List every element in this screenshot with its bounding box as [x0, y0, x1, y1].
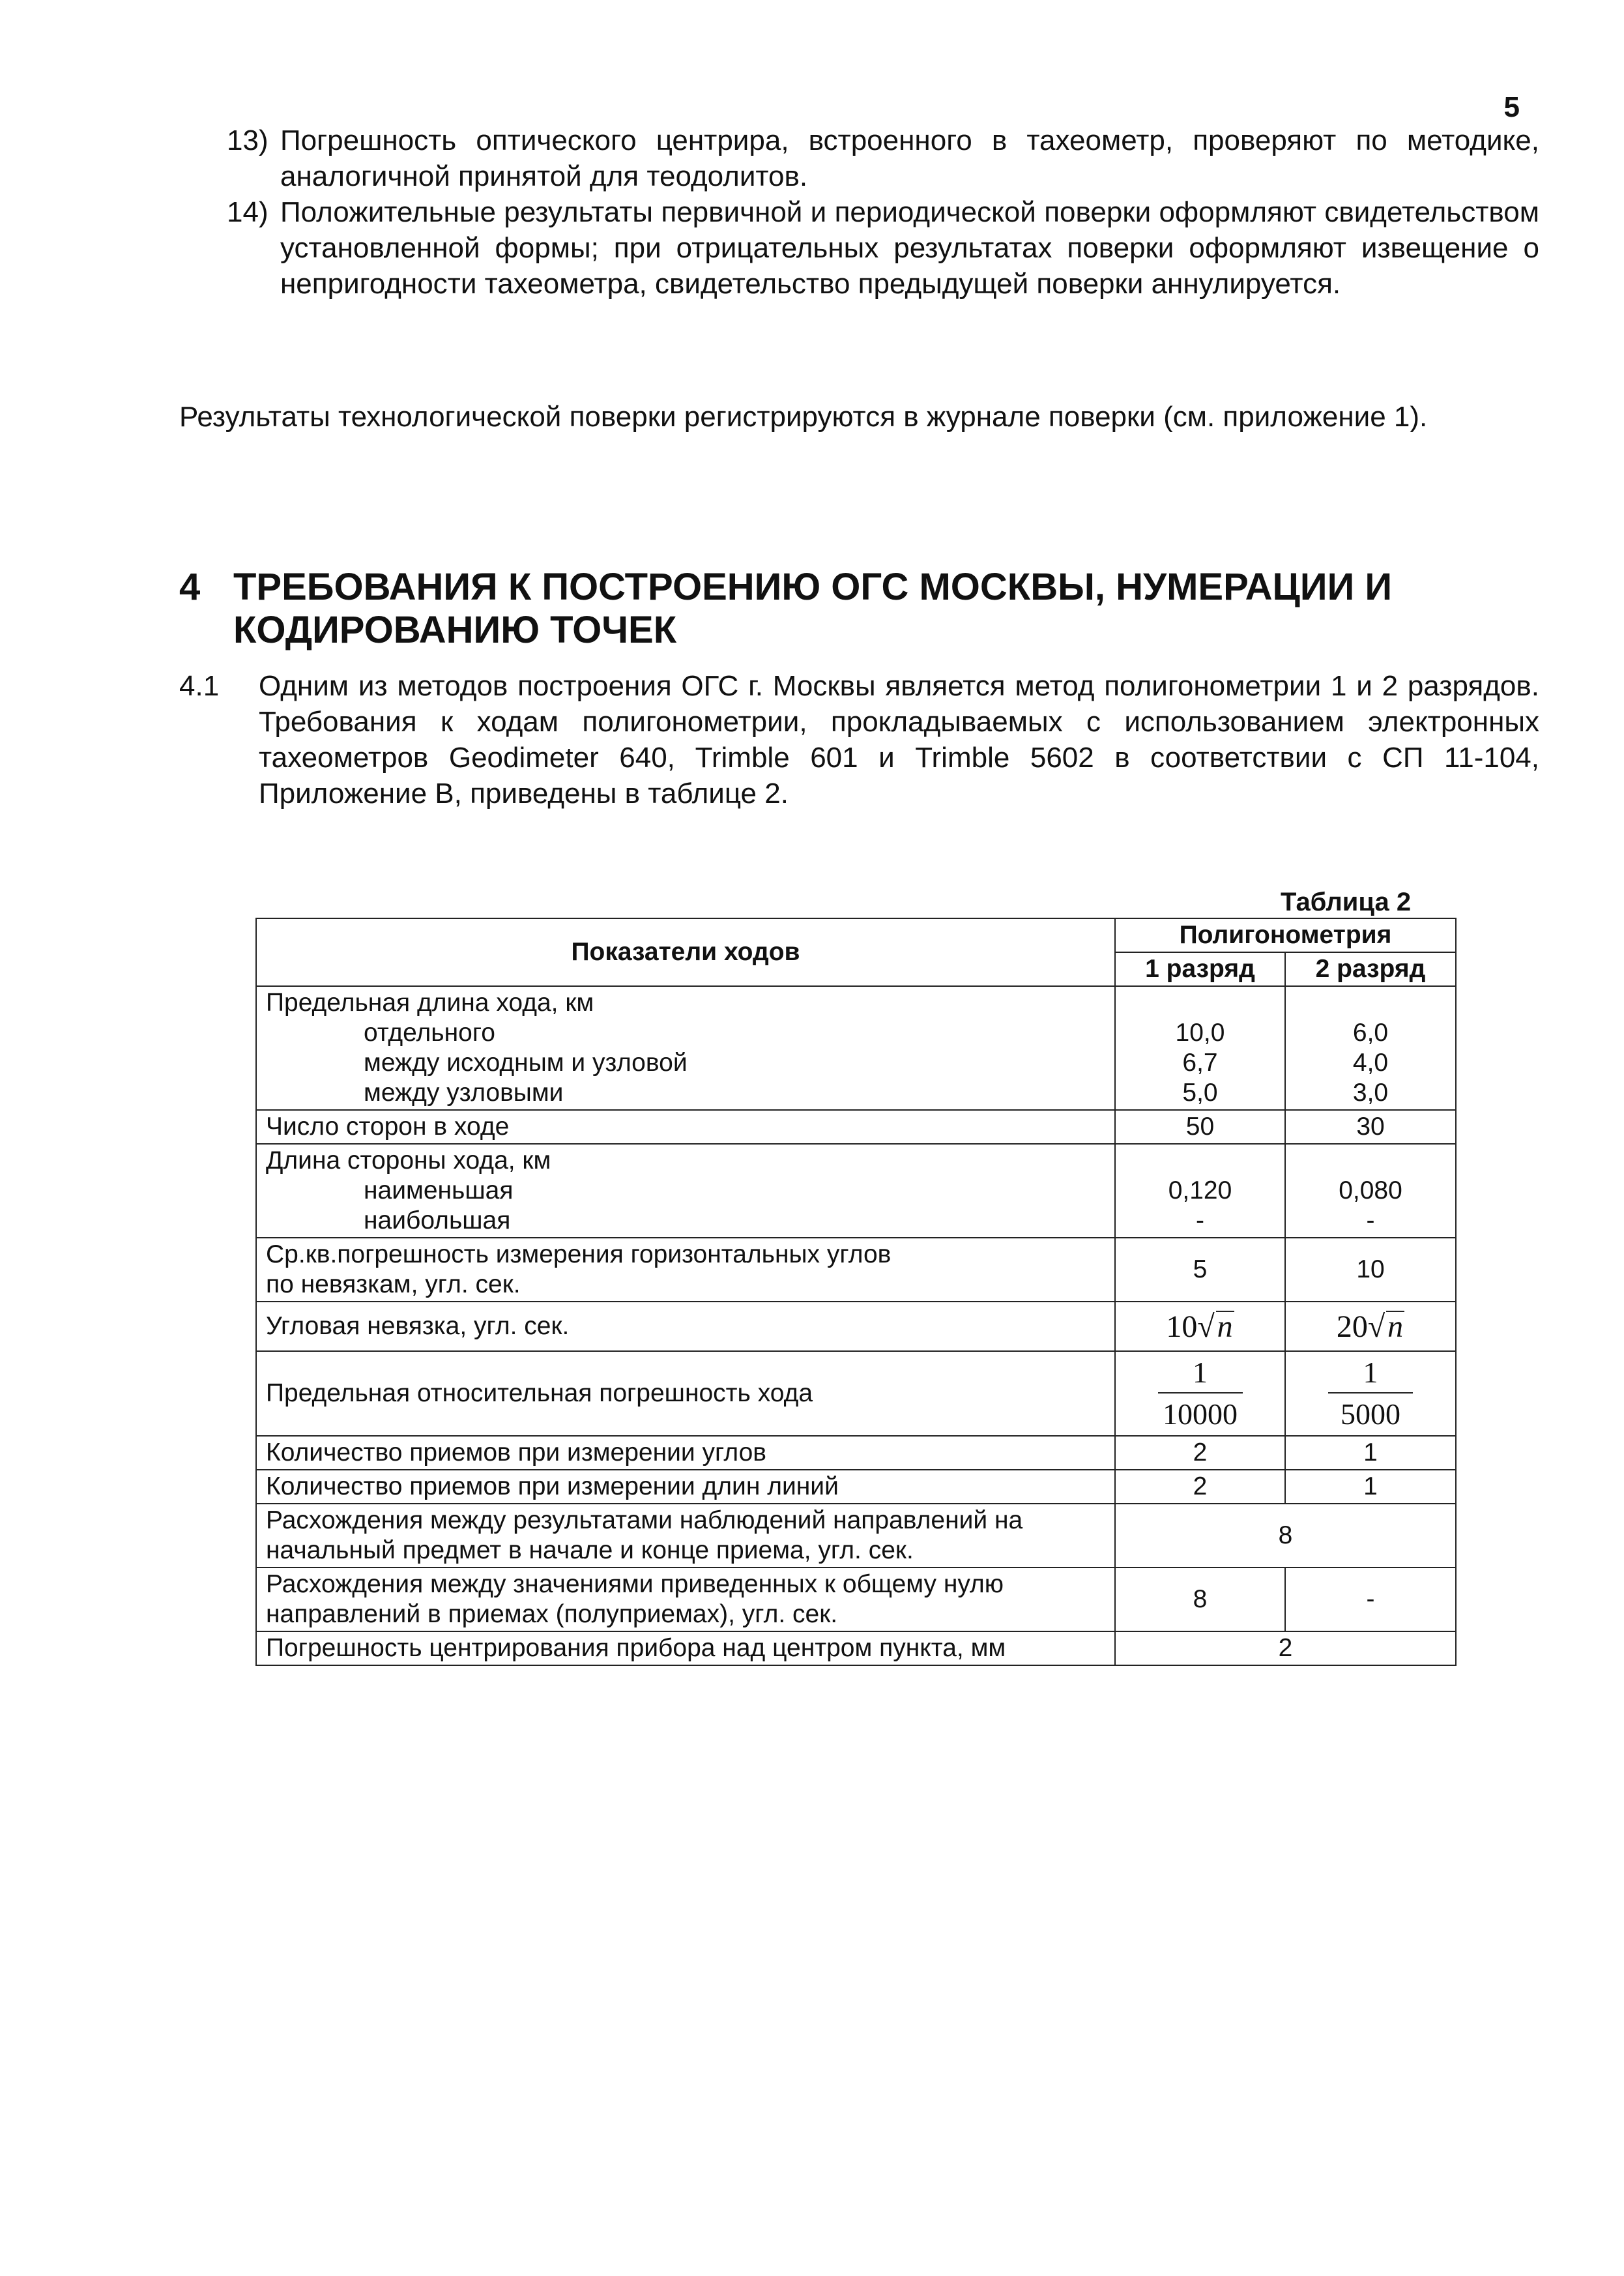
page-number: 5 [1503, 91, 1520, 123]
table-header-row [256, 918, 1456, 952]
header-polygonometry: Полигонометрия [1115, 918, 1456, 952]
table-row [256, 986, 1456, 1110]
cell-merged: 8 [1115, 1504, 1456, 1568]
header-class-1: 1 разряд [1115, 952, 1285, 986]
section-number: 4 [179, 566, 201, 608]
list-item-number: 13) [227, 124, 268, 156]
table-row [256, 1351, 1456, 1436]
cell-class-2: - [1285, 1568, 1456, 1631]
table-row [256, 1631, 1456, 1665]
row-sub-label: наименьшая [364, 1176, 514, 1204]
sqrt-sign-icon: √ [1197, 1309, 1215, 1344]
row-label [256, 1238, 1115, 1302]
row-label-main: Предельная длина хода, км [266, 989, 594, 1017]
cell-class-1 [1115, 1302, 1285, 1351]
list-item-text: Положительные результаты первичной и периодической поверки оформляют свидетельством установленной формы; при отрицательных результатах поверки оформляют извещение о непригодности тахеометра, свидетельство предыдущей поверки аннулируется. [280, 196, 1539, 300]
table-row [256, 1238, 1456, 1302]
table-row [256, 1144, 1456, 1238]
cell-class-2: 1 [1285, 1470, 1456, 1504]
cell-value: 4,0 [1352, 1049, 1389, 1077]
cell-class-2 [1285, 1144, 1456, 1238]
requirements-table [255, 918, 1457, 1666]
cell-class-1: 50 [1115, 1110, 1285, 1144]
cell-class-1 [1115, 986, 1285, 1110]
list-item [228, 123, 1539, 194]
fraction-numerator: 1 [1193, 1356, 1208, 1389]
formula-coefficient: 10 [1166, 1309, 1198, 1344]
cell-class-2 [1285, 1351, 1456, 1436]
cell-value: 0,120 [1168, 1176, 1232, 1204]
cell-class-2: 10 [1285, 1238, 1456, 1302]
numbered-list [228, 123, 1539, 302]
row-label: Количество приемов при измерении длин линий [256, 1470, 1115, 1504]
cell-value: - [1196, 1206, 1204, 1234]
cell-value: 0,080 [1339, 1176, 1402, 1204]
row-label [256, 986, 1115, 1110]
row-label [256, 1568, 1115, 1631]
row-label-line: начальный предмет в начале и конце приема, угл. сек. [266, 1536, 914, 1564]
formula-variable: n [1217, 1309, 1233, 1344]
header-class-2: 2 разряд [1285, 952, 1456, 986]
cell-class-1 [1115, 1144, 1285, 1238]
fraction-denominator: 10000 [1163, 1397, 1238, 1431]
cell-class-2 [1285, 986, 1456, 1110]
cell-value: 10,0 [1175, 1019, 1225, 1047]
table-caption: Таблица 2 [1281, 888, 1412, 916]
list-item-text: Погрешность оптического центрира, встроенного в тахеометр, проверяют по методике, аналогичной принятой для теодолитов. [280, 124, 1539, 192]
results-paragraph: Результаты технологической поверки регистрируются в журнале поверки (см. приложение 1). [179, 401, 1428, 433]
row-label: Число сторон в ходе [256, 1110, 1115, 1144]
fraction-denominator: 5000 [1341, 1397, 1400, 1431]
row-label: Количество приемов при измерении углов [256, 1436, 1115, 1470]
row-sub-label: между исходным и узловой [364, 1049, 688, 1077]
row-label-line: направлений в приемах (полуприемах), угл. сек. [266, 1600, 838, 1628]
row-label: Погрешность центрирования прибора над центром пункта, мм [256, 1631, 1115, 1665]
paragraph-text: Одним из методов построения ОГС г. Москвы является метод полигонометрии 1 и 2 разрядов. Требования к ходам полигонометрии, прокладываемых с использованием электронных тахеометров Geodimeter 640, Trimble 601 и Trimble 5602 в соответствии с СП 11-104, Приложение В, приведены в таблице 2. [259, 670, 1539, 810]
row-label-main: Длина стороны хода, км [266, 1146, 551, 1174]
cell-class-2: 1 [1285, 1436, 1456, 1470]
table-row [256, 1436, 1456, 1470]
row-label: Предельная относительная погрешность хода [256, 1351, 1115, 1436]
cell-value: 3,0 [1352, 1079, 1389, 1107]
row-label: Угловая невязка, угл. сек. [256, 1302, 1115, 1351]
row-sub-label: отдельного [364, 1019, 495, 1047]
row-label [256, 1144, 1115, 1238]
row-label-line: Расхождения между значениями приведенных к общему нулю [266, 1570, 1004, 1598]
row-sub-label: наибольшая [364, 1206, 511, 1234]
cell-value: 5,0 [1182, 1079, 1218, 1107]
fraction [1328, 1356, 1413, 1431]
cell-class-2 [1285, 1302, 1456, 1351]
cell-value: 6,7 [1182, 1049, 1218, 1077]
row-label-line: Ср.кв.погрешность измерения горизонтальных углов [266, 1240, 892, 1268]
paragraph-number: 4.1 [179, 670, 220, 702]
row-label [256, 1504, 1115, 1568]
row-label-line: Расхождения между результатами наблюдений направлений на [266, 1506, 1023, 1534]
list-item-number: 14) [227, 196, 268, 228]
fraction [1158, 1356, 1243, 1431]
header-indicators: Показатели ходов [256, 918, 1115, 986]
cell-class-2: 30 [1285, 1110, 1456, 1144]
fraction-numerator: 1 [1363, 1356, 1378, 1389]
cell-value: - [1366, 1206, 1375, 1234]
cell-value: 6,0 [1352, 1019, 1389, 1047]
formula-coefficient: 20 [1336, 1309, 1368, 1344]
cell-class-1: 8 [1115, 1568, 1285, 1631]
cell-class-1: 2 [1115, 1470, 1285, 1504]
list-item [228, 194, 1539, 302]
cell-class-1 [1115, 1351, 1285, 1436]
row-sub-label: между узловыми [364, 1079, 564, 1107]
table-row [256, 1302, 1456, 1351]
table-row [256, 1504, 1456, 1568]
cell-class-1: 2 [1115, 1436, 1285, 1470]
row-label-line: по невязкам, угл. сек. [266, 1270, 521, 1298]
section-title: ТРЕБОВАНИЯ К ПОСТРОЕНИЮ ОГС МОСКВЫ, НУМЕРАЦИИ И КОДИРОВАНИЮ ТОЧЕК [233, 566, 1393, 651]
cell-class-1: 5 [1115, 1238, 1285, 1302]
sqrt-sign-icon: √ [1367, 1309, 1385, 1344]
table-row [256, 1568, 1456, 1631]
table-row [256, 1470, 1456, 1504]
cell-merged: 2 [1115, 1631, 1456, 1665]
formula-variable: n [1387, 1309, 1404, 1344]
paragraph-4-1 [179, 668, 1539, 811]
section-heading [179, 566, 1548, 652]
table-row [256, 1110, 1456, 1144]
